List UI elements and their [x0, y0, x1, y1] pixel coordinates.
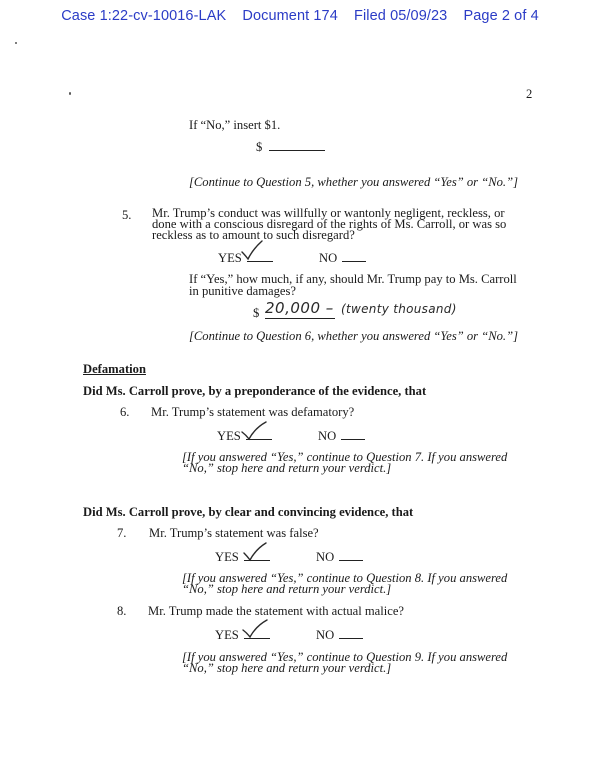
continue-q5: [Continue to Question 5, whether you answered “Yes” or “No.”]: [189, 175, 518, 189]
blank-amount-line: [269, 139, 325, 151]
q6-checkmark-icon: [240, 420, 268, 442]
q7-no-line: [339, 549, 363, 561]
q6-text: Mr. Trump’s statement was defamatory?: [151, 405, 355, 419]
scan-speck: [15, 42, 17, 44]
q6-yes-label: YES: [217, 429, 241, 443]
q8-no-field: [316, 627, 363, 642]
q8-checkmark-icon: [241, 618, 269, 640]
page-of: Page 2 of 4: [463, 8, 539, 24]
section-defamation: Defamation: [83, 362, 146, 376]
q8-no-label: NO: [316, 628, 335, 642]
filed-date: Filed 05/09/23: [354, 8, 448, 24]
case-number: Case 1:22-cv-10016-LAK: [61, 8, 227, 24]
q5-no-label: NO: [319, 251, 338, 265]
q5-amount-line: [265, 318, 335, 319]
q5-followup: If “Yes,” how much, if any, should Mr. Trump pay to Ms. Carroll in punitive damages?: [189, 272, 517, 298]
q6-number: 6.: [120, 405, 130, 419]
page-number: 2: [526, 87, 533, 101]
q5-no-field: [319, 250, 366, 265]
document-number: Document 174: [242, 8, 338, 24]
q5-no-line: [342, 250, 366, 262]
q5-amount-words: (twenty thousand): [341, 302, 457, 316]
q7-no-field: [316, 549, 363, 564]
continue-q6: [Continue to Question 6, whether you answered “Yes” or “No.”]: [189, 329, 518, 343]
q7-yes-label: YES: [215, 550, 239, 564]
q8-no-line: [339, 627, 363, 639]
q7-number: 7.: [117, 526, 127, 540]
q5-amount-dollar: $: [253, 306, 260, 320]
q6-no-field: [318, 428, 365, 443]
q5-text: Mr. Trump’s conduct was willfully or wantonly negligent, reckless, or done with a conscious disregard of the rights of Ms. Carroll, or was so reckless as to amount to such disregard?: [152, 206, 507, 242]
if-no-text: If “No,” insert $1.: [189, 118, 281, 132]
q8-number: 8.: [117, 604, 127, 618]
q7-instruction: [If you answered “Yes,” continue to Question 8. If you answered “No,” stop here and return your verdict.]: [182, 571, 508, 596]
damages-line: [256, 139, 325, 154]
q7-text: Mr. Trump’s statement was false?: [149, 526, 319, 540]
q7-no-label: NO: [316, 550, 335, 564]
scan-speck: [69, 92, 71, 95]
q6-instruction: [If you answered “Yes,” continue to Question 7. If you answered “No,” stop here and return your verdict.]: [182, 450, 508, 475]
q8-text: Mr. Trump made the statement with actual malice?: [148, 604, 405, 618]
q8-yes-label: YES: [215, 628, 239, 642]
prompt-clear-convincing: Did Ms. Carroll prove, by clear and convincing evidence, that: [83, 505, 414, 519]
q5-yes-label: YES: [218, 251, 242, 265]
q5-number: 5.: [122, 208, 132, 222]
q5-amount-handwritten: 20,000 –: [265, 299, 334, 317]
q8-instruction: [If you answered “Yes,” continue to Question 9. If you answered “No,” stop here and return your verdict.]: [182, 650, 508, 675]
dollar-sign: $: [256, 140, 263, 154]
q7-checkmark-icon: [242, 541, 268, 563]
q6-no-label: NO: [318, 429, 337, 443]
prompt-preponderance: Did Ms. Carroll prove, by a preponderance of the evidence, that: [83, 384, 427, 398]
q6-no-line: [341, 428, 365, 440]
ecf-header: [0, 8, 600, 24]
q5-checkmark-icon: [240, 240, 264, 262]
